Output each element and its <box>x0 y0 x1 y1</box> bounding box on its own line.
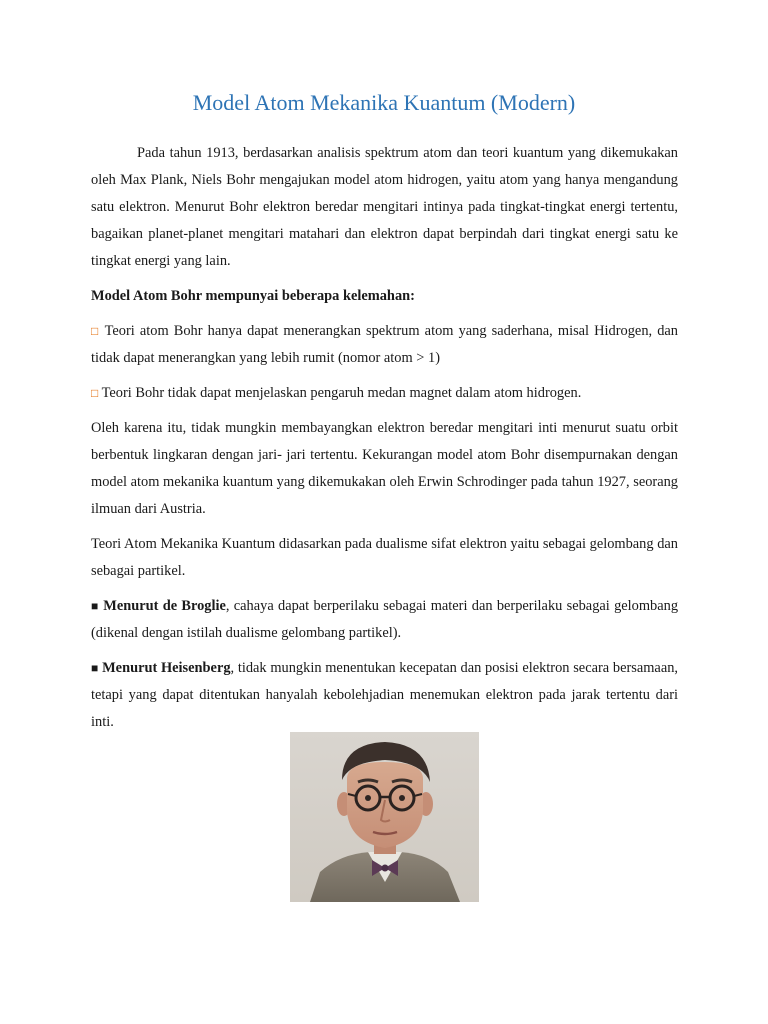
heisenberg-item <box>91 655 678 736</box>
de-broglie-label: Menurut de Broglie <box>98 598 226 614</box>
page-title: Model Atom Mekanika Kuantum (Modern) <box>192 90 576 115</box>
schrodinger-paragraph: Oleh karena itu, tidak mungkin membayangkan elektron beredar mengitari inti menurut suatu orbit berbentuk lingkaran dengan jari- jari tertentu. Kekurangan model atom Bohr disempurnakan dengan model atom mekanika kuantum yang dikemukakan oleh Erwin Schrodinger pada tahun 1927, seorang ilmuan dari Austria. <box>91 420 678 517</box>
bullet-box-icon: □ <box>91 324 100 338</box>
weakness-item-1-text: Teori atom Bohr hanya dapat menerangkan spektrum atom yang saderhana, misal Hidrogen, dan tidak dapat menerangkan yang lebih rumit (nomor atom > 1) <box>91 323 679 366</box>
heisenberg-label: Menurut Heisenberg <box>98 660 231 676</box>
portrait-photo <box>290 732 479 902</box>
weakness-item-2 <box>91 380 678 407</box>
dualism-paragraph: Teori Atom Mekanika Kuantum didasarkan pada dualisme sifat elektron yaitu sebagai gelombang dan sebagai partikel. <box>91 536 678 579</box>
de-broglie-text: , cahaya dapat berperilaku sebagai materi dan berperilaku sebagai gelombang (dikenal dengan istilah dualisme gelombang partikel). <box>91 598 679 641</box>
square-bullet-icon: ■ <box>91 599 99 613</box>
heisenberg-text: , tidak mungkin menentukan kecepatan dan posisi elektron secara bersamaan, tetapi yang dapat ditentukan hanyalah kebolehjadian menemukan elektron pada jarak tertentu dari inti. <box>91 660 678 730</box>
weakness-item-2-text: Teori Bohr tidak dapat menjelaskan pengaruh medan magnet dalam atom hidrogen. <box>98 385 582 401</box>
weakness-heading: Model Atom Bohr mempunyai beberapa kelemahan: <box>91 288 415 304</box>
weakness-item-1 <box>91 318 678 372</box>
square-bullet-icon: ■ <box>91 661 99 675</box>
bullet-box-icon: □ <box>91 386 99 400</box>
intro-paragraph: Pada tahun 1913, berdasarkan analisis spektrum atom dan teori kuantum yang dikemukakan oleh Max Plank, Niels Bohr mengajukan model atom hidrogen, yaitu atom yang hanya mengandung satu elektron. Menurut Bohr elektron beredar mengitari intinya pada tingkat-tingkat energi tertentu, bagaikan planet-planet mengitari matahari dan elektron dapat berpindah dari tingkat energi satu ke tingkat energi yang lain. <box>91 145 678 269</box>
document-body <box>91 140 678 744</box>
de-broglie-item <box>91 593 678 647</box>
